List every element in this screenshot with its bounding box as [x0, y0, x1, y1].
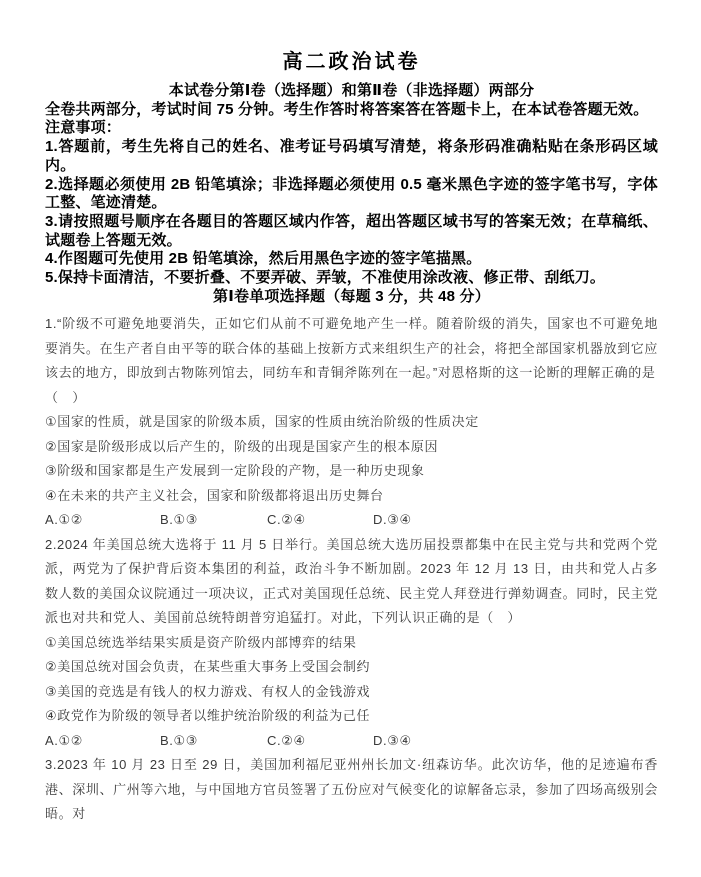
question-2-statement-4: ④政党作为阶级的领导者以维护统治阶级的利益为己任: [45, 708, 371, 724]
question-2-statement-2: ②美国总统对国会负责，在某些重大事务上受国会制约: [45, 659, 371, 675]
question-2-choice-d: D.③④: [373, 732, 412, 748]
section-heading: 第Ⅰ卷单项选择题（每题 3 分，共 48 分）: [213, 287, 490, 305]
question-1-statement-2: ②国家是阶级形成以后产生的，阶级的出现是国家产生的根本原因: [45, 438, 439, 454]
question-1-choice-d: D.③④: [373, 512, 412, 528]
question-2-choices-row: [45, 729, 658, 754]
question-2: [45, 533, 658, 754]
notice-item-4: 4.作图题可先使用 2B 铅笔填涂，然后用黑色字迹的签字笔描黑。: [45, 250, 482, 268]
exam-intro: 全卷共两部分，考试时间 75 分钟。考生作答时将答案答在答题卡上，在本试卷答题无效。: [45, 100, 649, 118]
notice-item-2: 2.选择题必须使用 2B 铅笔填涂；非选择题必须使用 0.5 毫米黑色字迹的签字笔书写，字体工整、笔迹清楚。: [45, 175, 658, 212]
question-1-choice-b: B.①③: [160, 512, 198, 528]
question-1-choice-a: A.①②: [45, 512, 83, 528]
question-1-choices-row: [45, 508, 658, 533]
question-2-choice-c: C.②④: [267, 732, 306, 748]
question-3: [45, 753, 658, 827]
exam-subtitle: 本试卷分第Ⅰ卷（选择题）和第Ⅱ卷（非选择题）两部分: [168, 82, 535, 99]
question-1-answer-paren: （ ）: [45, 389, 86, 405]
question-1: [45, 312, 658, 533]
question-2-choice-b: B.①③: [160, 732, 198, 748]
question-1-stem: 1.“阶级不可避免地要消失，正如它们从前不可避免地产生一样。随着阶级的消失，国家也不可避免地要消失。在生产者自由平等的联合体的基础上按新方式来组织生产的社会，将把全部国家机器放到它应该去的地方，即放到古物陈列馆去，同纺车和青铜斧陈列在一起。”对恩格斯的这一论断的理解正确的是: [45, 316, 658, 381]
question-1-statement-3: ③阶级和国家都是生产发展到一定阶段的产物，是一种历史现象: [45, 463, 425, 479]
question-1-statement-4: ④在未来的共产主义社会，国家和阶级都将退出历史舞台: [45, 487, 384, 503]
notice-item-3: 3.请按照题号顺序在各题目的答题区域内作答，超出答题区域书写的答案无效；在草稿纸、试题卷上答题无效。: [45, 212, 658, 249]
question-1-statement-1: ①国家的性质，就是国家的阶级本质，国家的性质由统治阶级的性质决定: [45, 414, 479, 430]
exam-header-block: [45, 82, 658, 306]
notice-item-5: 5.保持卡面清洁，不要折叠、不要弄破、弄皱，不准使用涂改液、修正带、刮纸刀。: [45, 269, 606, 287]
notice-item-1: 1.答题前，考生先将自己的姓名、准考证号码填写清楚，将条形码准确粘贴在条形码区域内。: [45, 138, 658, 174]
question-2-statement-3: ③美国的竞选是有钱人的权力游戏、有权人的金钱游戏: [45, 683, 371, 699]
question-2-choice-a: A.①②: [45, 732, 83, 748]
notice-heading: 注意事项：: [45, 119, 122, 137]
questions-section: [45, 312, 658, 827]
question-2-stem: 2.2024 年美国总统大选将于 11 月 5 日举行。美国总统大选历届投票都集中在民主党与共和党两个党派，两党为了保护背后资本集团的利益，政治斗争不断加剧。2023 年 12 月 13 日，由共和党人占多数人数的美国众议院通过一项决议，正式对美国现任总统、民主党人拜登进行弹劾调查。同时，民主党派也对共和党人、美国前总统特朗普穷追猛打。对此，下列认识正确的是（ ）: [45, 536, 658, 626]
question-2-statement-1: ①美国总统选举结果实质是资产阶级内部博弈的结果: [45, 634, 357, 650]
question-3-stem: 3.2023 年 10 月 23 日至 29 日，美国加利福尼亚州州长加文·纽森访华。此次访华，他的足迹遍布香港、深圳、广州等六地，与中国地方官员签署了五份应对气候变化的谅解备忘录，参加了四场高级别会晤。对: [45, 757, 658, 822]
question-1-choice-c: C.②④: [267, 512, 306, 528]
page-title: 高二政治试卷: [282, 51, 421, 73]
